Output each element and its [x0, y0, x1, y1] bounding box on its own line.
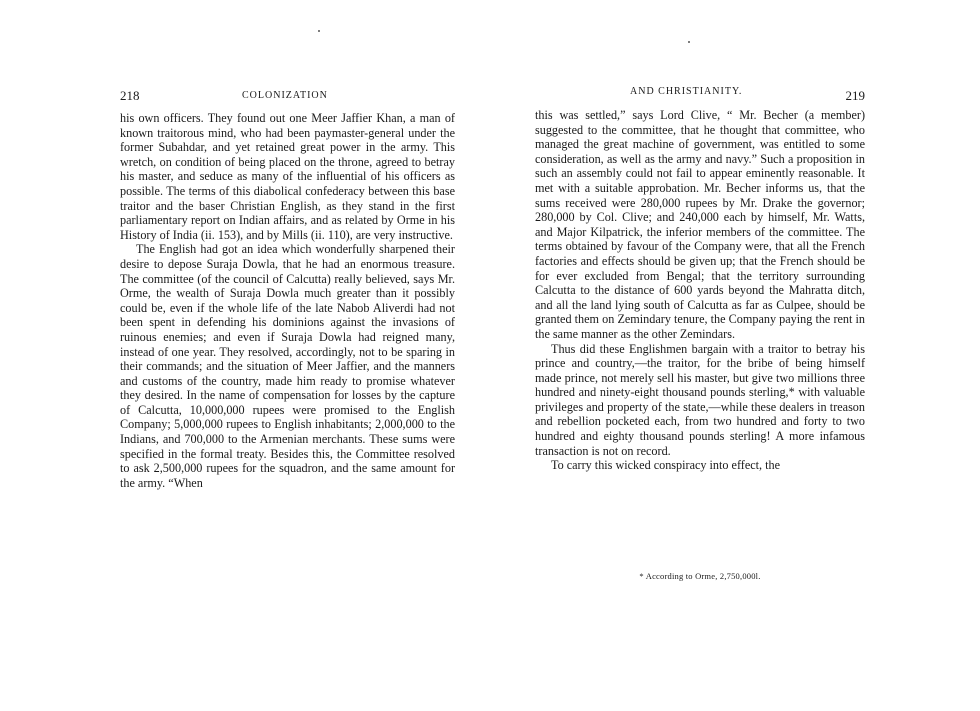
- running-head-left: [120, 90, 455, 106]
- paragraph: Thus did these Englishmen bargain with a traitor to betray his prince and country,—the traitor, for the bribe of being himself made prince, not merely sell his master, but give two millions three hundred and ninety-eight thousand pounds sterling,* with valuable privileges and property of the state,—while these dealers in treason and rebellion pocketed each, from two hundred and forty to two hundred and eighty thousand pounds sterling! A more infamous transaction is not on record.: [535, 341, 865, 458]
- paragraph: his own officers. They found out one Meer Jaffier Khan, a man of known traitorous mind, who had been paymaster-general under the former Subahdar, and yet retained great power in the army. This wretch, on condition of being placed on the throne, agreed to betray his master, and seduce as many of the influential of his officers as possible. The terms of this diabolical confederacy between this base traitor and the baser Christian English, as they stand in the first parliamentary report on Indian affairs, and as related by Orme in his History of India (ii. 153), and by Mills (ii. 110), are very instructive.: [120, 111, 455, 242]
- paragraph: To carry this wicked conspiracy into effect, the: [551, 458, 781, 473]
- running-head-title-left: COLONIZATION: [242, 90, 328, 101]
- left-page: [120, 0, 455, 711]
- page-number-left: 218: [120, 88, 140, 103]
- paragraph: The English had got an idea which wonderfully sharpened their desire to depose Suraja Dowla, that he had an enormous treasure. The committee (of the council of Calcutta) really believed, says Mr. Orme, the wealth of Suraja Dowla much greater than it possibly could be, even if the whole life of the late Nabob Aliverdi had not been spent in defending his dominions against the invasions of ruinous enemies; and even if Suraja Dowla had reigned many, instead of one year. They resolved, accordingly, not to be sparing in their commands; and the situation of Meer Jaffier, and the manners and customs of the country, made him ready to promise whatever they desired. In the name of compensation for losses by the capture of Calcutta, 10,000,000 rupees were promised to the English Company; 5,000,000 rupees to English inhabitants; 2,000,000 to the Indians, and 700,000 to the Armenian merchants. These sums were specified in the formal treaty. Besides this, the Committee resolved to ask 2,500,000 rupees for the squadron, and the same amount for the army. “When: [120, 242, 455, 490]
- scan-speck: [318, 30, 320, 32]
- scan-speck: [688, 41, 690, 43]
- running-head-right: [535, 86, 865, 106]
- running-head-title-right: AND CHRISTIANITY.: [630, 86, 743, 97]
- paragraph: this was settled,” says Lord Clive, “ Mr. Becher (a member) suggested to the committee, that he thought that committee, who managed the great machine of government, was entitled to some consideration, as well as the army and navy.” Such a proposition in such an assembly could not fail to appear eminently reasonable. It met with a suitable approbation. Mr. Becher informs us, that the sums received were 280,000 rupees by Mr. Drake the governor; 280,000 by Col. Clive; and 240,000 each by himself, Mr. Watts, and Major Kilpatrick, the inferior members of the committee. The terms obtained by favour of the Company were, that all the French factories and effects should be given up; that the French should be for ever excluded from Bengal; that the territory surrounding Calcutta to the distance of 600 yards beyond the Mahratta ditch, and all the land lying south of Calcutta as far as Culpee, should be granted them on Zemindary tenure, the Company paying the rent in the same manner as the other Zemindars.: [535, 108, 865, 341]
- page-number-right: 219: [845, 88, 865, 103]
- body-text-right: [535, 108, 865, 473]
- body-text-left: [120, 111, 455, 490]
- footnote: * According to Orme, 2,750,000l.: [639, 571, 761, 581]
- right-page: [535, 0, 865, 711]
